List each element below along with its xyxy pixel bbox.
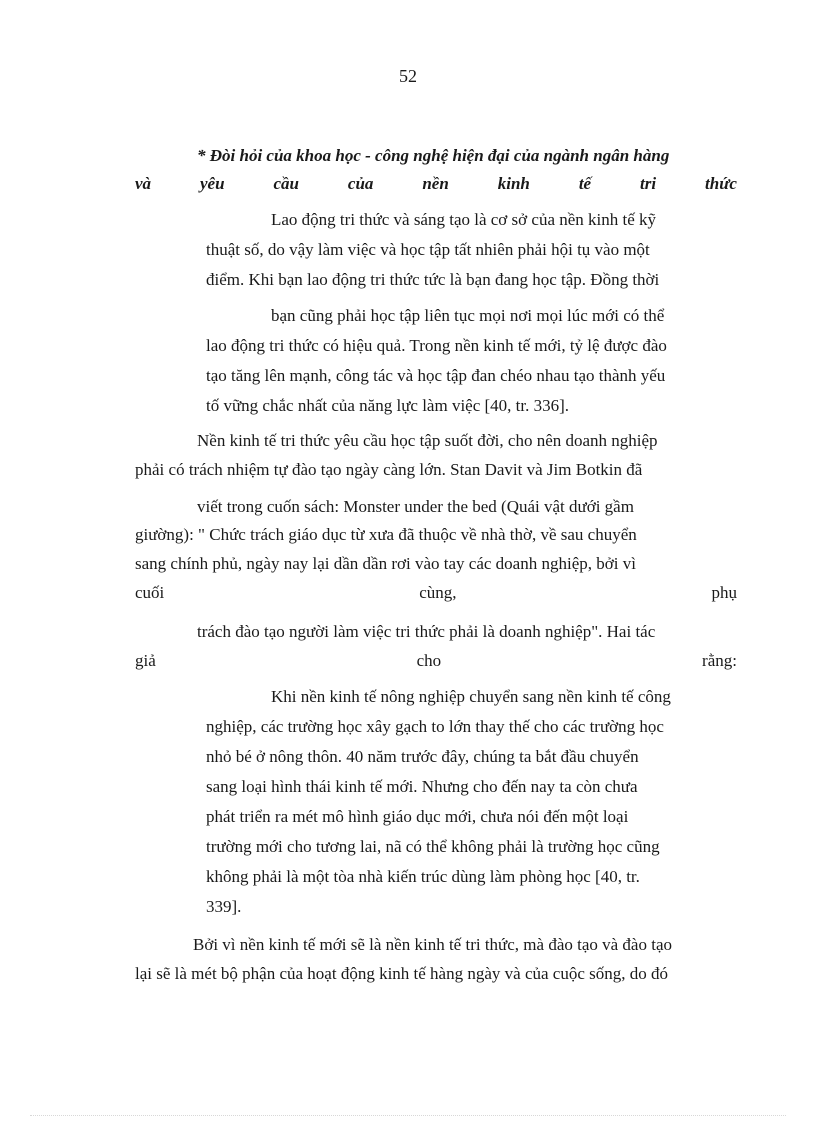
heading-word: kinh bbox=[497, 174, 530, 193]
quote2-line: 339]. bbox=[206, 897, 242, 916]
quote2-line: trường mới cho tương lai, nã có thể không phải là trường học cũng bbox=[206, 837, 660, 856]
quote1-line: thuật số, do vậy làm việc và học tập tất nhiên phải hội tụ vào một bbox=[206, 240, 650, 259]
quote2-line: Khi nền kinh tế nông nghiệp chuyển sang nền kinh tế công bbox=[271, 687, 671, 706]
heading-line-2 bbox=[135, 174, 737, 194]
page-bottom-divider bbox=[30, 1115, 786, 1116]
quote1-line: lao động tri thức có hiệu quả. Trong nền kinh tế mới, tỷ lệ được đào bbox=[206, 336, 667, 355]
para1-word: phụ bbox=[711, 583, 737, 602]
para1-word: cuối bbox=[135, 583, 165, 602]
quote2-line: sang loại hình thái kinh tế mới. Nhưng cho đến nay ta còn chưa bbox=[206, 777, 638, 796]
para1-line: phải có trách nhiệm tự đào tạo ngày càng lớn. Stan Davit và Jim Botkin đã bbox=[135, 460, 643, 479]
heading-word: của bbox=[347, 174, 374, 193]
para1-word: cùng, bbox=[419, 583, 457, 602]
page-number: 52 bbox=[399, 66, 417, 86]
para2-line: Bởi vì nền kinh tế mới sẽ là nền kinh tế tri thức, mà đào tạo và đào tạo bbox=[193, 935, 672, 954]
quote1-line: điểm. Khi bạn lao động tri thức tức là bạn đang học tập. Đồng thời bbox=[206, 270, 660, 289]
para1-line bbox=[135, 651, 737, 671]
para2-line: lại sẽ là mét bộ phận của hoạt động kinh tế hàng ngày và của cuộc sống, do đó bbox=[135, 964, 668, 983]
quote1-line: Lao động tri thức và sáng tạo là cơ sở của nền kinh tế kỹ bbox=[271, 210, 657, 229]
heading-word: yêu bbox=[199, 174, 225, 193]
para1-line bbox=[135, 583, 737, 603]
para1-line: sang chính phủ, ngày nay lại dần dần rơi vào tay các doanh nghiệp, bởi vì bbox=[135, 554, 636, 573]
heading-word: và bbox=[135, 174, 152, 193]
quote1-line: tạo tăng lên mạnh, công tác và học tập đan chéo nhau tạo thành yếu bbox=[206, 366, 666, 385]
para1-word: giả bbox=[135, 651, 156, 670]
quote1-line: bạn cũng phải học tập liên tục mọi nơi mọi lúc mới có thể bbox=[271, 306, 665, 325]
quote1-line: tố vững chắc nhất của năng lực làm việc [40, tr. 336]. bbox=[206, 396, 570, 415]
heading-line-1: * Đòi hỏi của khoa học - công nghệ hiện đại của ngành ngân hàng bbox=[197, 146, 670, 165]
heading-word: thức bbox=[705, 174, 737, 193]
heading-word: tế bbox=[578, 174, 592, 193]
quote2-line: nhỏ bé ở nông thôn. 40 năm trước đây, chúng ta bắt đầu chuyển bbox=[206, 747, 639, 766]
quote2-line: không phải là một tòa nhà kiến trúc dùng làm phòng học [40, tr. bbox=[206, 867, 640, 886]
heading-word: tri bbox=[640, 174, 657, 193]
para1-word: cho bbox=[416, 651, 442, 670]
heading-word: cầu bbox=[273, 174, 299, 193]
para1-line: giường): " Chức trách giáo dục từ xưa đã thuộc về nhà thờ, về sau chuyển bbox=[135, 525, 637, 544]
quote2-line: nghiệp, các trường học xây gạch to lớn thay thế cho các trường học bbox=[206, 717, 664, 736]
para1-word: rằng: bbox=[702, 651, 737, 670]
para1-line: Nền kinh tế tri thức yêu cầu học tập suốt đời, cho nên doanh nghiệp bbox=[197, 431, 658, 450]
heading-word: nền bbox=[422, 174, 449, 193]
para1-line: viết trong cuốn sách: Monster under the bed (Quái vật dưới gầm bbox=[197, 497, 634, 516]
para1-line: trách đào tạo người làm việc tri thức phải là doanh nghiệp". Hai tác bbox=[197, 622, 656, 641]
quote2-line: phát triển ra mét mô hình giáo dục mới, chưa nói đến một loại bbox=[206, 807, 629, 826]
